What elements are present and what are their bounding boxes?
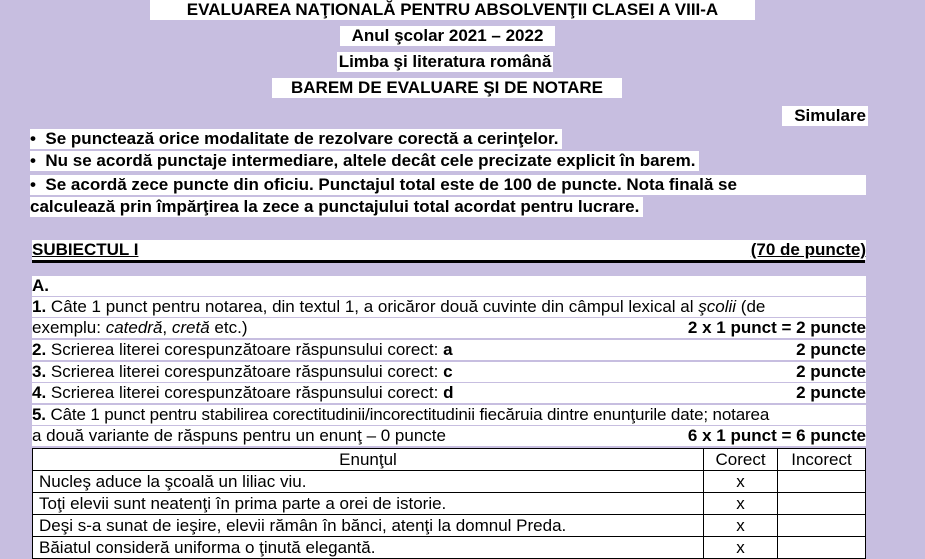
item-5-score: 6 x 1 punct = 6 puncte	[687, 426, 866, 445]
section-heading	[32, 240, 866, 260]
item-4-answer: d	[443, 383, 454, 402]
statement-cell: Toţi elevii sunt neatenţi în prima parte a orei de istorie.	[33, 493, 704, 515]
item-2-score: 2 puncte	[796, 340, 866, 359]
example-2: cretă	[171, 318, 210, 337]
header-statement: Enunţul	[33, 449, 704, 471]
item-4-text: Scrierea literei corespunzătoare răspunsului corect:	[50, 383, 439, 402]
item-5-line-1	[32, 405, 866, 425]
bullet-3-continued: calculează prin împărţirea la zece a punctajului total acordat pentru lucrare.	[30, 197, 643, 217]
section-rule	[32, 260, 865, 263]
header-correct: Corect	[704, 449, 778, 471]
item-3	[32, 362, 866, 382]
simulation-tag: Simulare	[782, 106, 868, 126]
item-5-text: Câte 1 punct pentru stabilirea corectitudinii/incorectitudinii fiecăruia dintre enunţurile date; notarea	[50, 405, 770, 424]
item-4-score: 2 puncte	[796, 383, 866, 402]
item-1-number: 1.	[32, 297, 47, 316]
correct-cell: x	[704, 471, 778, 493]
item-3-text: Scrierea literei corespunzătoare răspunsului corect:	[50, 362, 439, 381]
correct-cell: x	[704, 515, 778, 537]
bullet-3	[30, 175, 866, 195]
examples-end: etc.)	[214, 318, 248, 337]
section-points: (70 de puncte)	[750, 240, 866, 259]
incorrect-cell	[778, 471, 866, 493]
item-3-answer: c	[443, 362, 453, 381]
examples-label: exemplu:	[32, 318, 101, 337]
bullet-3-text: Se acordă zece puncte din oficiu. Punctajul total este de 100 de puncte. Nota finală se	[45, 175, 737, 194]
item-3-score: 2 puncte	[796, 362, 866, 381]
bullet-2-text: Nu se acordă punctaje intermediare, altele decât cele precizate explicit în barem.	[45, 151, 696, 170]
correct-cell: x	[704, 537, 778, 559]
bullet-mark: •	[30, 175, 36, 194]
bullet-1	[30, 129, 562, 149]
incorrect-cell	[778, 493, 866, 515]
example-separator: ,	[162, 318, 168, 337]
table-row	[33, 537, 866, 559]
item-1-line-1	[32, 297, 866, 317]
item-1-line-2	[32, 318, 866, 338]
header-incorrect: Incorect	[778, 449, 866, 471]
item-5-note: a două variante de răspuns pentru un enunţ – 0 puncte	[32, 426, 446, 445]
statement-cell: Nucleş aduce la şcoală un liliac viu.	[33, 471, 704, 493]
item-1-examples	[32, 318, 247, 338]
item-5-line-2	[32, 426, 866, 446]
subject-name: Limba şi literatura română	[338, 52, 552, 71]
bullet-1-text: Se punctează orice modalitate de rezolvare corectă a cerinţelor.	[45, 129, 559, 148]
table-row	[33, 493, 866, 515]
item-3-number: 3.	[32, 362, 47, 381]
bullet-2	[30, 151, 699, 171]
exam-title: EVALUAREA NAŢIONALĂ PENTRU ABSOLVENŢII CLASEI A VIII-A	[150, 0, 755, 20]
part-label: A.	[32, 276, 866, 296]
bullet-mark: •	[30, 129, 36, 148]
statement-cell: Deşi s-a sunat de ieşire, elevii rămân în bănci, atenţi la domnul Preda.	[33, 515, 704, 537]
document-title: BAREM DE EVALUARE ŞI DE NOTARE	[272, 78, 622, 98]
table-header-row	[33, 449, 866, 471]
item-4	[32, 383, 866, 403]
table-row	[33, 471, 866, 493]
correct-cell: x	[704, 493, 778, 515]
item-1-keyword: şcolii	[698, 297, 737, 316]
item-2-answer: a	[443, 340, 453, 359]
item-5-number: 5.	[32, 405, 46, 424]
item-2-text: Scrierea literei corespunzătoare răspunsului corect:	[50, 340, 439, 359]
statement-cell: Băiatul consideră uniforma o ţinută elegantă.	[33, 537, 704, 559]
item-1-score: 2 x 1 punct = 2 puncte	[687, 318, 866, 337]
item-2	[32, 340, 866, 360]
item-1-text-end: (de	[740, 297, 766, 316]
incorrect-cell	[778, 515, 866, 537]
example-1: catedră	[105, 318, 163, 337]
item-1-text: Câte 1 punct pentru notarea, din textul 1, a oricăror două cuvinte din câmpul lexical al	[50, 297, 694, 316]
bullet-mark: •	[30, 151, 36, 170]
section-title: SUBIECTUL I	[32, 240, 139, 259]
school-year: Anul şcolar 2021 – 2022	[340, 26, 555, 46]
item-2-number: 2.	[32, 340, 47, 359]
table-row	[33, 515, 866, 537]
item-4-number: 4.	[32, 383, 47, 402]
incorrect-cell	[778, 537, 866, 559]
statements-table	[32, 448, 866, 559]
